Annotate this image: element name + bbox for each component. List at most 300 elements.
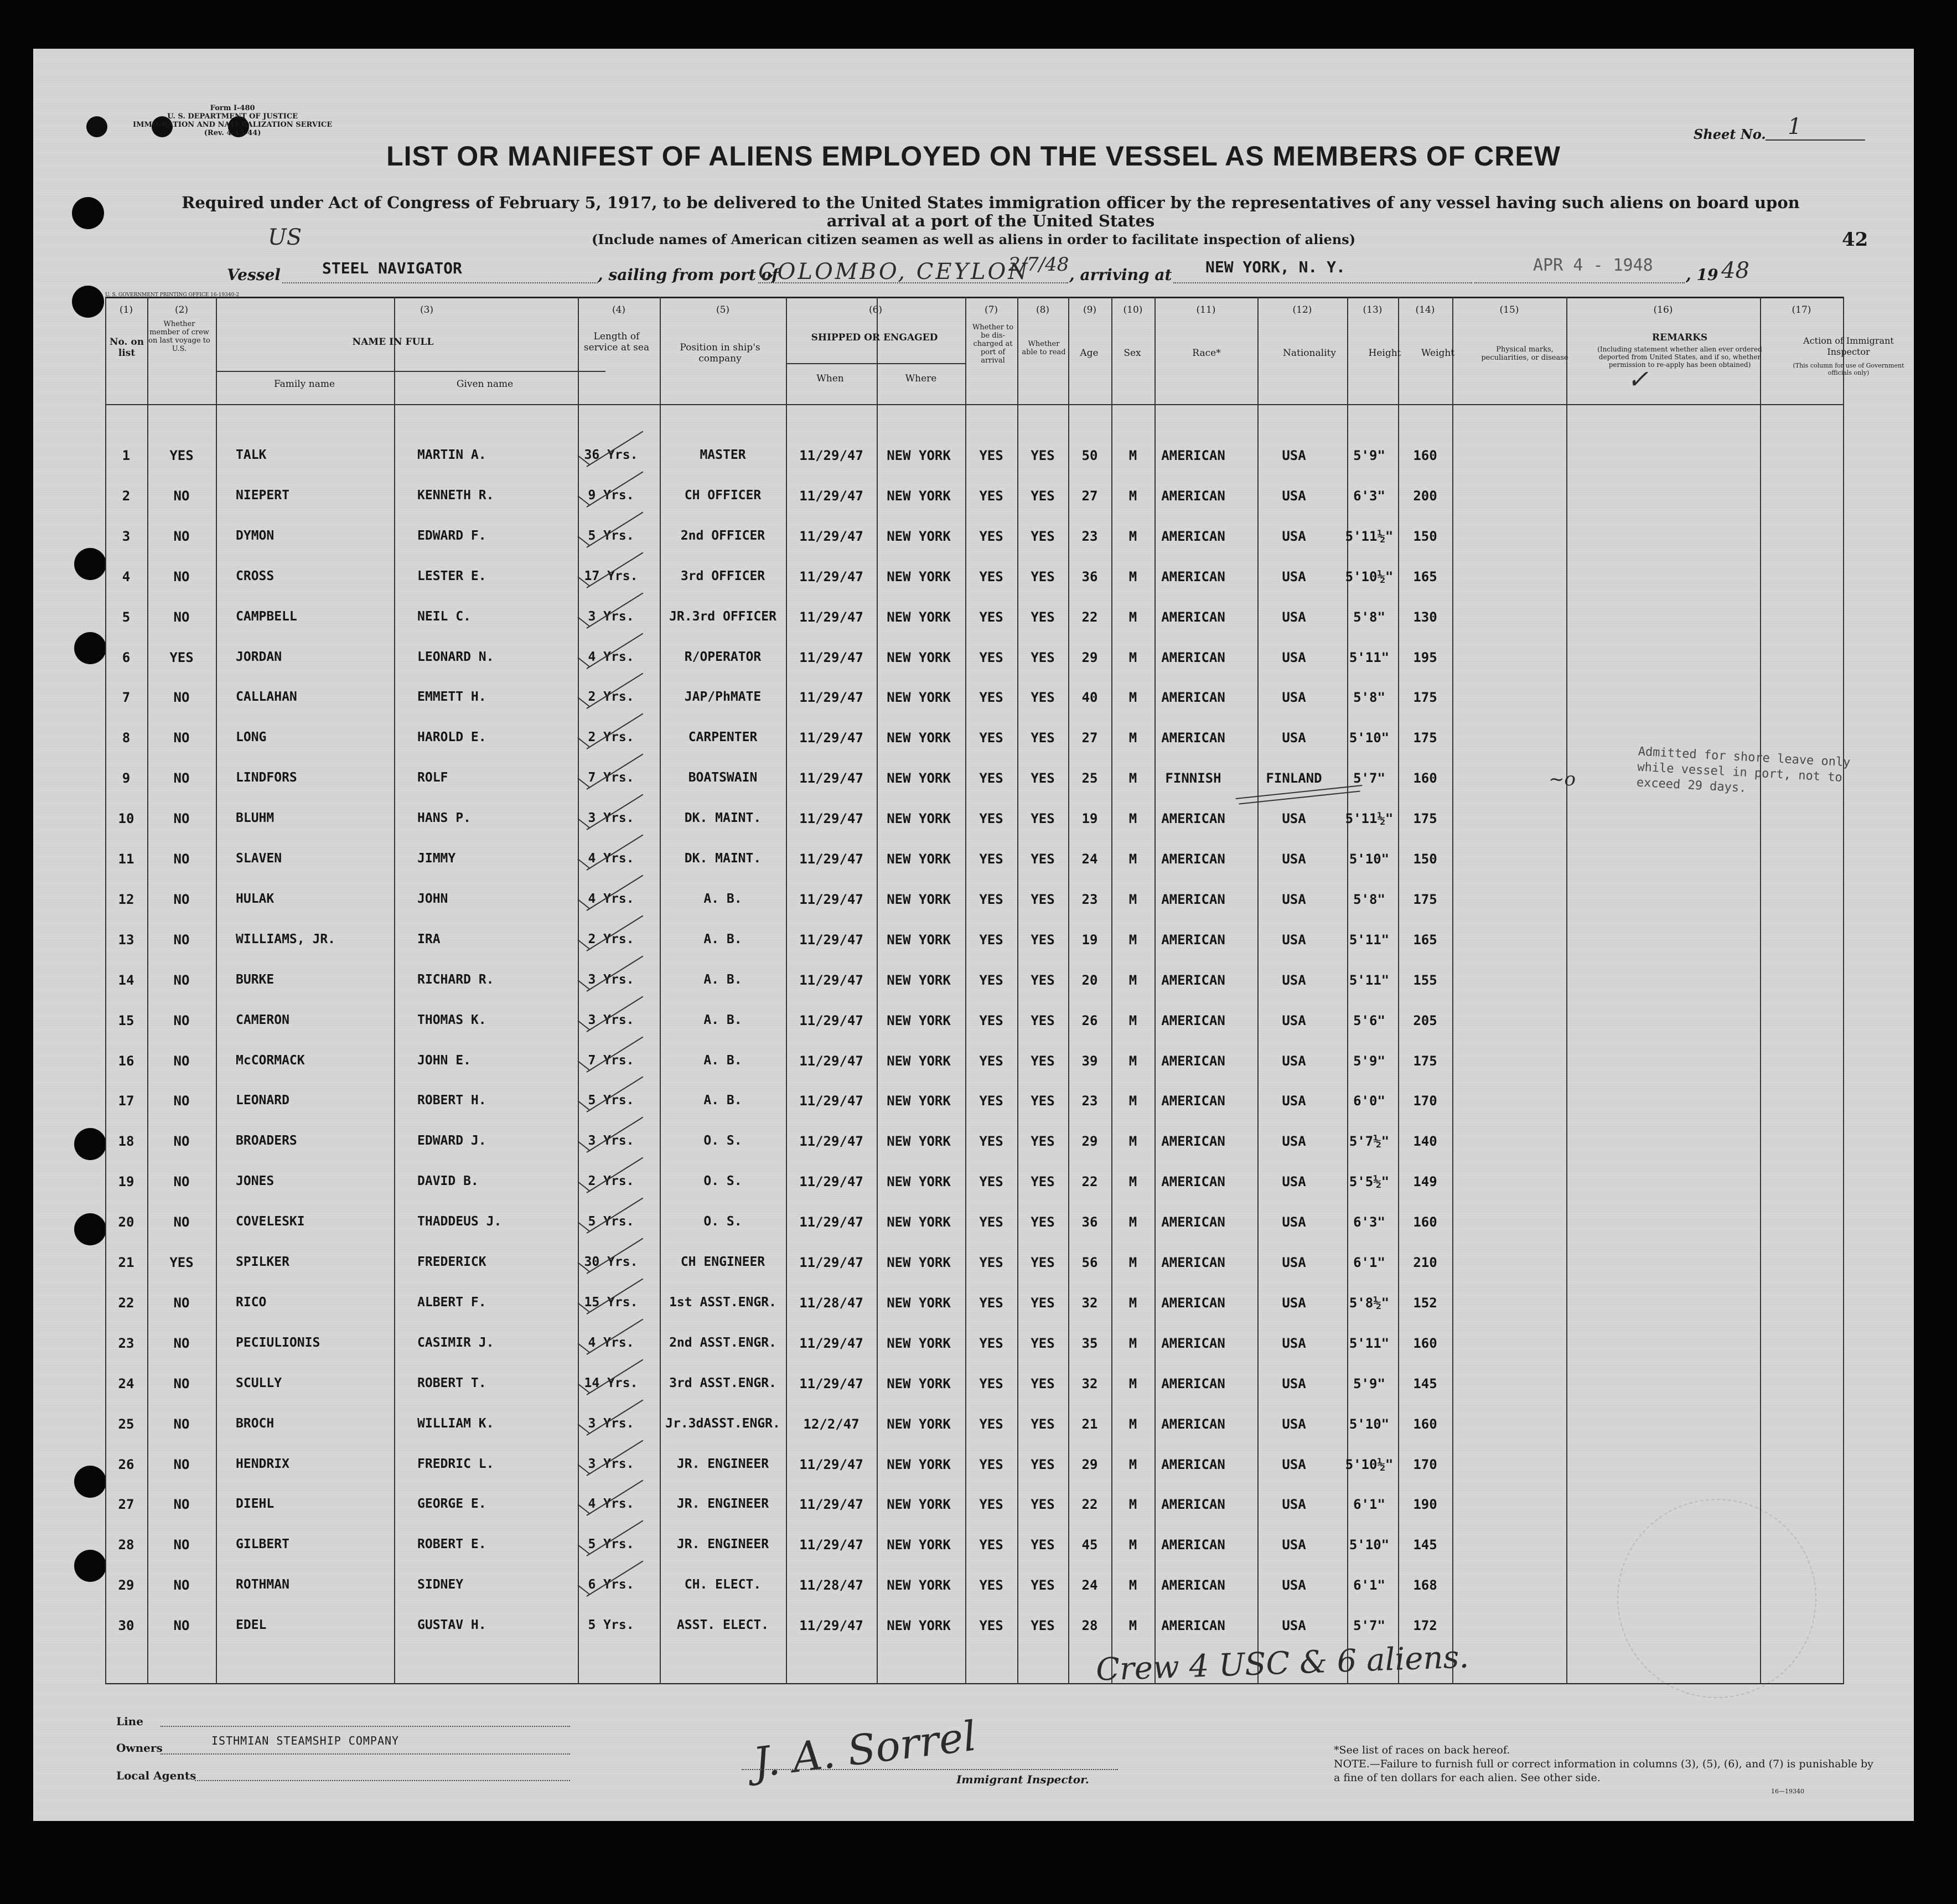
cell-weight: 175 [1413, 730, 1437, 746]
owners-fill [161, 1753, 570, 1755]
cell-family-name: TALK [236, 448, 267, 462]
cell-weight: 205 [1413, 1012, 1437, 1028]
cell-able-to-read: YES [1031, 488, 1055, 504]
cell-race: AMERICAN [1161, 1456, 1225, 1472]
cell-race: AMERICAN [1161, 811, 1225, 827]
cell-family-name: DYMON [236, 528, 275, 543]
races-note: *See list of races on back hereof. [1334, 1744, 1510, 1756]
cell-sex: M [1128, 1053, 1137, 1069]
cell-to-be-discharged: YES [979, 1255, 1003, 1270]
cell-shipped-where: NEW YORK [887, 1537, 951, 1553]
cell-position: JR. ENGINEER [676, 1497, 769, 1512]
cell-position: O. S. [703, 1134, 742, 1148]
cell-age: 22 [1081, 1174, 1098, 1190]
cell-nationality: USA [1282, 1497, 1306, 1513]
cell-position: A. B. [703, 932, 742, 946]
crew-summary-note: Crew 4 USC & 6 aliens. [1095, 1639, 1470, 1688]
cell-height: 5'7" [1353, 770, 1385, 787]
cell-weight: 152 [1413, 1295, 1437, 1311]
cell-family-name: SPILKER [236, 1255, 289, 1269]
cell-length-of-service: 5 Yrs. [588, 528, 634, 543]
cell-sex: M [1128, 972, 1137, 988]
vessel-name-line [282, 282, 598, 283]
cell-able-to-read: YES [1031, 568, 1055, 584]
cell-last-voyage: NO [173, 1375, 190, 1391]
cell-nationality: USA [1282, 811, 1306, 827]
cell-able-to-read: YES [1031, 1416, 1055, 1432]
cell-able-to-read: YES [1031, 1214, 1055, 1230]
cell-given-name: HAROLD E. [417, 730, 486, 745]
column-number: (13) [1363, 304, 1383, 315]
column-number: (14) [1415, 304, 1435, 315]
cell-given-name: EMMETT H. [417, 690, 486, 705]
cell-race: AMERICAN [1161, 1497, 1225, 1513]
cell-given-name: JIMMY [417, 851, 456, 866]
cell-race: AMERICAN [1161, 1577, 1225, 1593]
cell-race: AMERICAN [1161, 1053, 1225, 1069]
cell-race: AMERICAN [1161, 1214, 1225, 1230]
vessel-label: Vessel [227, 266, 281, 284]
cell-shipped-when: 11/29/47 [799, 1093, 863, 1109]
form-department: U. S. DEPARTMENT OF JUSTICE [167, 112, 298, 121]
cell-last-voyage: NO [173, 932, 190, 948]
cell-family-name: JORDAN [236, 649, 282, 664]
column-number: (7) [984, 304, 998, 315]
column-divider [1566, 297, 1567, 1684]
cell-row-number: 28 [118, 1537, 134, 1553]
cell-nationality: USA [1282, 1214, 1306, 1230]
header-physical-marks: Physical marks, peculiarities, or disease [1481, 345, 1568, 362]
cell-given-name: ROLF [417, 770, 448, 785]
cell-shipped-when: 11/28/47 [799, 1295, 863, 1311]
cell-age: 36 [1081, 568, 1098, 584]
cell-height: 5'6" [1353, 1012, 1385, 1028]
cell-length-of-service: 3 Yrs. [588, 1012, 634, 1027]
cell-last-voyage: NO [173, 528, 190, 544]
cell-height: 5'10½" [1345, 1456, 1394, 1472]
cell-shipped-where: NEW YORK [887, 1416, 951, 1432]
cell-nationality: USA [1282, 972, 1306, 988]
cell-sex: M [1128, 609, 1137, 625]
cell-family-name: BROADERS [236, 1134, 297, 1148]
cell-last-voyage: NO [173, 972, 190, 988]
cell-race: AMERICAN [1161, 609, 1225, 625]
cell-race: AMERICAN [1161, 568, 1225, 584]
cell-sex: M [1128, 891, 1137, 907]
cell-family-name: CALLAHAN [236, 690, 297, 705]
cell-age: 40 [1081, 690, 1098, 706]
cell-nationality: USA [1282, 1255, 1306, 1270]
cell-sex: M [1128, 1537, 1137, 1553]
cell-row-number: 8 [122, 730, 131, 746]
column-divider [216, 297, 217, 1684]
header-nationality: Nationality [1283, 348, 1336, 359]
cell-family-name: PECIULIONIS [236, 1335, 320, 1350]
cell-given-name: EDWARD J. [417, 1134, 486, 1148]
cell-shipped-when: 11/29/47 [799, 1053, 863, 1069]
cell-shipped-when: 11/29/47 [799, 649, 863, 665]
cell-last-voyage: NO [173, 609, 190, 625]
cell-weight: 155 [1413, 972, 1437, 988]
cell-shipped-when: 11/29/47 [799, 488, 863, 504]
cell-sex: M [1128, 1012, 1137, 1028]
cell-family-name: McCORMACK [236, 1053, 305, 1068]
cell-shipped-when: 11/29/47 [799, 1618, 863, 1634]
column-number: (15) [1499, 304, 1519, 315]
cell-nationality: USA [1282, 1456, 1306, 1472]
row-9-margin-mark: ~o [1549, 768, 1576, 790]
cell-sex: M [1128, 1456, 1137, 1472]
cell-height: 6'3" [1353, 1214, 1385, 1230]
cell-last-voyage: YES [169, 649, 194, 665]
cell-shipped-when: 11/29/47 [799, 1012, 863, 1028]
cell-height: 5'11½" [1345, 528, 1394, 544]
cell-row-number: 26 [118, 1456, 134, 1472]
cell-race: AMERICAN [1161, 1295, 1225, 1311]
cell-sex: M [1128, 568, 1137, 584]
cell-age: 24 [1081, 1577, 1098, 1593]
column-number: (17) [1792, 304, 1811, 315]
cell-to-be-discharged: YES [979, 690, 1003, 706]
cell-shipped-when: 11/29/47 [799, 1134, 863, 1150]
arrival-line [1173, 282, 1472, 283]
cell-age: 32 [1081, 1375, 1098, 1391]
cell-family-name: SCULLY [236, 1375, 282, 1390]
column-number: (6) [868, 304, 883, 315]
cell-nationality: USA [1282, 1093, 1306, 1109]
cell-age: 22 [1081, 609, 1098, 625]
cell-sex: M [1128, 1295, 1137, 1311]
cell-last-voyage: NO [173, 568, 190, 584]
cell-race: AMERICAN [1161, 851, 1225, 867]
cell-row-number: 14 [118, 972, 134, 988]
cell-sex: M [1128, 1335, 1137, 1351]
cell-row-number: 29 [118, 1577, 134, 1593]
cell-row-number: 9 [122, 770, 131, 787]
column-divider [394, 297, 395, 1684]
cell-length-of-service: 3 Yrs. [588, 1416, 634, 1431]
cell-last-voyage: NO [173, 1134, 190, 1150]
cell-length-of-service: 2 Yrs. [588, 1174, 634, 1189]
cell-weight: 175 [1413, 1053, 1437, 1069]
cell-able-to-read: YES [1031, 1093, 1055, 1109]
cell-height: 6'1" [1353, 1577, 1385, 1593]
footer-code: 16—19340 [1771, 1788, 1804, 1795]
cell-length-of-service: 15 Yrs. [584, 1295, 638, 1310]
cell-shipped-when: 11/29/47 [799, 1335, 863, 1351]
cell-race: AMERICAN [1161, 528, 1225, 544]
cell-position: 2nd OFFICER [680, 528, 765, 543]
cell-weight: 140 [1413, 1134, 1437, 1150]
cell-shipped-when: 11/29/47 [799, 1255, 863, 1270]
cell-height: 5'10" [1349, 1537, 1390, 1553]
column-number: (10) [1123, 304, 1143, 315]
cell-family-name: RICO [236, 1295, 267, 1310]
cell-given-name: RICHARD R. [417, 972, 494, 987]
cell-weight: 175 [1413, 690, 1437, 706]
column-number: (12) [1292, 304, 1312, 315]
cell-weight: 160 [1413, 770, 1437, 787]
header-remarks: REMARKS [1651, 332, 1708, 343]
remarks-tick-mark: ✓ [1627, 364, 1649, 394]
cell-row-number: 3 [122, 528, 131, 544]
cell-height: 5'10" [1349, 851, 1390, 867]
cell-shipped-when: 11/29/47 [799, 448, 863, 463]
cell-last-voyage: NO [173, 730, 190, 746]
cell-position: A. B. [703, 1053, 742, 1068]
cell-shipped-where: NEW YORK [887, 1335, 951, 1351]
cell-last-voyage: NO [173, 690, 190, 706]
cell-last-voyage: NO [173, 1577, 190, 1593]
cell-last-voyage: NO [173, 1416, 190, 1432]
cell-nationality: USA [1282, 851, 1306, 867]
cell-row-number: 19 [118, 1174, 134, 1190]
cell-shipped-where: NEW YORK [887, 1012, 951, 1028]
cell-position: ASST. ELECT. [676, 1618, 769, 1633]
row-9-remark: Admitted for shore leave only while vessel in port, not to exceed 29 days. [1636, 744, 1851, 795]
cell-to-be-discharged: YES [979, 851, 1003, 867]
cell-given-name: ROBERT E. [417, 1537, 486, 1552]
column-divider [660, 297, 661, 1684]
cell-nationality: USA [1282, 1618, 1306, 1634]
cell-given-name: CASIMIR J. [417, 1335, 494, 1350]
cell-length-of-service: 4 Yrs. [588, 851, 634, 866]
cell-row-number: 1 [122, 448, 131, 463]
cell-able-to-read: YES [1031, 730, 1055, 746]
cell-nationality: FINLAND [1266, 770, 1322, 787]
column-number: (2) [174, 304, 189, 315]
cell-shipped-where: NEW YORK [887, 448, 951, 463]
cell-row-number: 6 [122, 649, 131, 665]
cell-weight: 175 [1413, 811, 1437, 827]
column-divider [394, 371, 395, 404]
cell-age: 56 [1081, 1255, 1098, 1270]
cell-race: AMERICAN [1161, 1012, 1225, 1028]
cell-weight: 145 [1413, 1375, 1437, 1391]
column-divider [578, 297, 579, 1684]
cell-age: 36 [1081, 1214, 1098, 1230]
cell-shipped-where: NEW YORK [887, 488, 951, 504]
cell-given-name: THOMAS K. [417, 1012, 486, 1027]
cell-sex: M [1128, 1093, 1137, 1109]
cell-nationality: USA [1282, 730, 1306, 746]
manifest-sheet [33, 49, 1914, 1821]
form-revision: (Rev. 4-15-44) [204, 129, 261, 137]
cell-given-name: JOHN E. [417, 1053, 471, 1068]
cell-shipped-where: NEW YORK [887, 730, 951, 746]
inspector-label: Immigrant Inspector. [956, 1773, 1089, 1786]
cell-nationality: USA [1282, 649, 1306, 665]
cell-last-voyage: NO [173, 1456, 190, 1472]
cell-age: 35 [1081, 1335, 1098, 1351]
cell-shipped-when: 11/29/47 [799, 1537, 863, 1553]
cell-family-name: CAMPBELL [236, 609, 297, 624]
cell-shipped-when: 11/29/47 [799, 851, 863, 867]
cell-weight: 168 [1413, 1577, 1437, 1593]
vessel-flag: US [268, 225, 302, 250]
cell-position: JR. ENGINEER [676, 1537, 769, 1552]
cell-length-of-service: 7 Yrs. [588, 1053, 634, 1068]
cell-family-name: LONG [236, 730, 267, 745]
cell-to-be-discharged: YES [979, 1214, 1003, 1230]
cell-nationality: USA [1282, 1375, 1306, 1391]
cell-weight: 160 [1413, 1416, 1437, 1432]
cell-position: MASTER [700, 448, 746, 462]
header-remarks-note: (Including statement whether alien ever ordered deported from United States, and if so, whether permission to re-apply has been obtained) [1597, 345, 1762, 369]
cell-race: AMERICAN [1161, 1335, 1225, 1351]
cell-sex: M [1128, 1255, 1137, 1270]
cell-row-number: 11 [118, 851, 134, 867]
header-name: NAME IN FULL [352, 337, 434, 348]
cell-shipped-when: 11/29/47 [799, 811, 863, 827]
cell-position: BOATSWAIN [688, 770, 758, 785]
cell-length-of-service: 3 Yrs. [588, 609, 634, 624]
cell-shipped-when: 11/29/47 [799, 528, 863, 544]
cell-weight: 165 [1413, 932, 1437, 948]
column-divider [1257, 297, 1259, 1684]
cell-length-of-service: 6 Yrs. [588, 1577, 634, 1592]
cell-sex: M [1128, 488, 1137, 504]
cell-race: AMERICAN [1161, 730, 1225, 746]
cell-length-of-service: 30 Yrs. [584, 1255, 638, 1269]
cell-row-number: 23 [118, 1335, 134, 1351]
cell-family-name: COVELESKI [236, 1214, 305, 1229]
header-no: No. on list [109, 337, 144, 359]
form-number: Form I-480 [210, 104, 255, 112]
cell-position: A. B. [703, 1012, 742, 1027]
cell-shipped-where: NEW YORK [887, 690, 951, 706]
column-number: (3) [420, 304, 434, 315]
cell-to-be-discharged: YES [979, 1497, 1003, 1513]
cell-position: DK. MAINT. [684, 851, 762, 866]
cell-position: 2nd ASST.ENGR. [669, 1335, 776, 1350]
cell-able-to-read: YES [1031, 1375, 1055, 1391]
column-divider [1347, 297, 1348, 1684]
cell-given-name: HANS P. [417, 811, 471, 826]
cell-shipped-where: NEW YORK [887, 1174, 951, 1190]
cell-position: DK. MAINT. [684, 811, 762, 826]
agents-fill [195, 1780, 570, 1781]
column-number: (11) [1196, 304, 1216, 315]
cell-age: 23 [1081, 528, 1098, 544]
cell-race: AMERICAN [1161, 1134, 1225, 1150]
column-divider [965, 297, 966, 1684]
header-height: Height [1368, 348, 1401, 359]
cell-shipped-where: NEW YORK [887, 609, 951, 625]
cell-race: AMERICAN [1161, 1537, 1225, 1553]
cell-able-to-read: YES [1031, 528, 1055, 544]
cell-shipped-where: NEW YORK [887, 1497, 951, 1513]
cell-nationality: USA [1282, 1537, 1306, 1553]
cell-height: 5'8½" [1349, 1295, 1390, 1311]
cell-nationality: USA [1282, 932, 1306, 948]
cell-able-to-read: YES [1031, 851, 1055, 867]
cell-age: 27 [1081, 488, 1098, 504]
cell-height: 5'5½" [1349, 1174, 1390, 1190]
cell-height: 6'1" [1353, 1497, 1385, 1513]
cell-age: 45 [1081, 1537, 1098, 1553]
cell-sex: M [1128, 770, 1137, 787]
cell-length-of-service: 4 Yrs. [588, 891, 634, 906]
cell-race: FINNISH [1165, 770, 1221, 787]
cell-given-name: EDWARD F. [417, 528, 486, 543]
cell-to-be-discharged: YES [979, 649, 1003, 665]
form-service: IMMIGRATION AND NATURALIZATION SERVICE [133, 121, 333, 129]
cell-length-of-service: 36 Yrs. [584, 448, 638, 462]
cell-to-be-discharged: YES [979, 1295, 1003, 1311]
cell-shipped-when: 11/28/47 [799, 1577, 863, 1593]
cell-to-be-discharged: YES [979, 891, 1003, 907]
printer-note: U. S. GOVERNMENT PRINTING OFFICE 16-19340-2 [105, 292, 240, 298]
cell-age: 19 [1081, 811, 1098, 827]
cell-weight: 160 [1413, 1214, 1437, 1230]
cell-sex: M [1128, 448, 1137, 463]
cell-height: 5'10" [1349, 1416, 1390, 1432]
cell-sex: M [1128, 1174, 1137, 1190]
cell-race: AMERICAN [1161, 690, 1225, 706]
cell-able-to-read: YES [1031, 770, 1055, 787]
cell-position: R/OPERATOR [684, 649, 762, 664]
cell-length-of-service: 2 Yrs. [588, 932, 634, 946]
date-line [1474, 282, 1685, 283]
vessel-name: STEEL NAVIGATOR [322, 259, 462, 277]
column-divider [1760, 297, 1761, 1684]
page-subnote: (Include names of American citizen seamen as well as aliens in order to facilitate inspection of aliens) [591, 231, 1356, 247]
owners-label: Owners [116, 1741, 163, 1755]
cell-height: 5'11½" [1345, 811, 1394, 827]
cell-able-to-read: YES [1031, 1174, 1055, 1190]
header-action: Action of Immigrant Inspector [1803, 335, 1894, 357]
cell-given-name: DAVID B. [417, 1174, 479, 1189]
cell-height: 5'10" [1349, 730, 1390, 746]
cell-shipped-when: 11/29/47 [799, 1497, 863, 1513]
cell-sex: M [1128, 649, 1137, 665]
column-divider [1111, 297, 1112, 1684]
cell-able-to-read: YES [1031, 972, 1055, 988]
cell-age: 24 [1081, 851, 1098, 867]
cell-to-be-discharged: YES [979, 528, 1003, 544]
arrival-year: 48 [1721, 258, 1749, 283]
cell-able-to-read: YES [1031, 891, 1055, 907]
cell-length-of-service: 5 Yrs. [588, 1537, 634, 1552]
cell-height: 6'0" [1353, 1093, 1385, 1109]
header-given: Given name [456, 379, 514, 390]
cell-weight: 195 [1413, 649, 1437, 665]
cell-nationality: USA [1282, 1295, 1306, 1311]
cell-height: 5'11" [1349, 932, 1390, 948]
cell-shipped-where: NEW YORK [887, 528, 951, 544]
cell-sex: M [1128, 932, 1137, 948]
line-label: Line [116, 1715, 143, 1728]
sheet-number-label: Sheet No. [1694, 126, 1766, 142]
cell-age: 20 [1081, 972, 1098, 988]
cell-able-to-read: YES [1031, 609, 1055, 625]
cell-weight: 150 [1413, 851, 1437, 867]
cell-position: JR.3rd OFFICER [669, 609, 776, 624]
cell-length-of-service: 2 Yrs. [588, 690, 634, 705]
arriving-label: , arriving at [1069, 266, 1172, 284]
cell-shipped-when: 11/29/47 [799, 730, 863, 746]
cell-shipped-where: NEW YORK [887, 1577, 951, 1593]
cell-family-name: HULAK [236, 891, 275, 906]
cell-shipped-where: NEW YORK [887, 1456, 951, 1472]
cell-race: AMERICAN [1161, 1618, 1225, 1634]
cell-shipped-where: NEW YORK [887, 1214, 951, 1230]
cell-family-name: WILLIAMS, JR. [236, 932, 336, 946]
cell-shipped-where: NEW YORK [887, 649, 951, 665]
cell-length-of-service: 4 Yrs. [588, 649, 634, 664]
header-discharged: Whether to be dis-charged at port of arrival [972, 323, 1014, 365]
